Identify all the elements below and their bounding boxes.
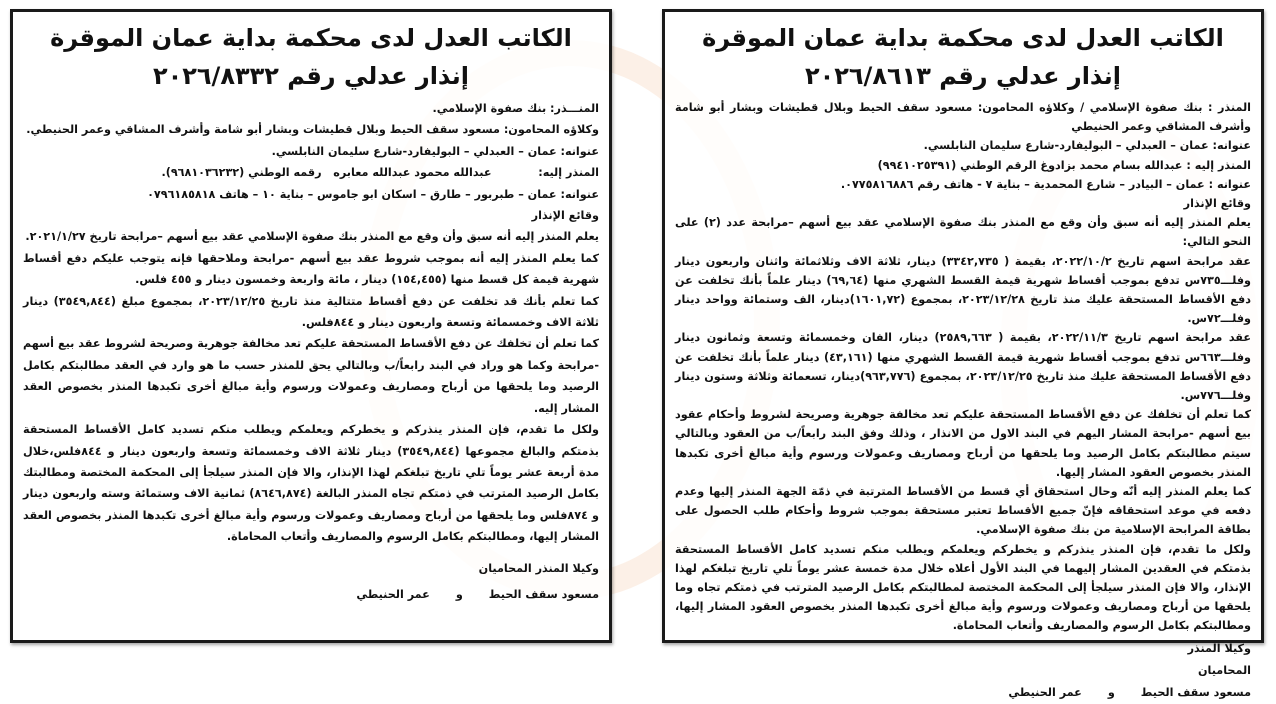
demand-paragraph: ولكل ما تقدم، فإن المنذر ينذركم و يخطركم ويعلمكم ويطلب منكم تسديد كامل الأقساط المستحقة بذمتكم والبالغ مجموعها (٣٥٤٩,٨٤٤) دينار ثلاثة الاف وخمسمائة وتسعة واربعون دينار و ٨٤٤فلس،خلال مدة أربعة عشر يوماً تلي تاريخ تبلغكم لهذا الإنذار، والا فإن المنذر سيلجأ إلى المحكمة المختصة ومطالبتك بكامل الرصيد المترتب في ذمتكم تجاه المنذر البالغة (٨٦٤٦,٨٧٤) ثمانية الاف وستمائة وسته واربعون دينار و ٨٧٤فلس وما يلحقها من أرباح ومصاريف وعمولات ورسوم وأية مبالغ أخرى تكبدها المنذر بخصوص العقد المشار إليها، ومطالبتكم بكامل الرسوم والمصاريف وأتعاب المحاماة.: [23, 423, 599, 544]
and-text: و: [1107, 685, 1115, 699]
arrears-paragraph: كما تعلم بأنك قد تخلفت عن دفع أقساط متتالية منذ تاريخ ٢٠٢٣/١٢/٢٥، بمجموع مبلغ (٣٥٤٩,٨٤٤) دينار ثلاثة الاف وخمسمائة وتسعة واربعون دينار و ٨٤٤فلس.: [23, 294, 599, 330]
lawyer-names: [675, 682, 1251, 704]
signature-block: [23, 556, 599, 608]
notice-body: [23, 98, 599, 548]
installments-paragraph: كما يعلم المنذر إليه أنه بموجب شروط عقد بيع أسهم -مرابحة وملاحقها فإنه يتوجب عليكم دفع أقساط شهرية قيمة كل قسط منها (١٥٤,٤٥٥) دينار ، مائة واربعة وخمسون دينار و ٤٥٥ فلس.: [23, 251, 599, 287]
acceleration-paragraph: كما يعلم المنذر إليه أنّه وحال استحقاق أي قسط من الأقساط المترتبة في ذمّة الجهة المنذر إليها وعدم دفعه في موعد استحقاقه فإنّ جميع الأقساط تعتبر مستحقة بموجب شروط وأحكام طلب الحصول على بطاقة المرابحة الإسلامية من بنك صفوة الإسلامي.: [675, 485, 1251, 537]
notifier-address: عنوانه: عمان – العبدلي – البوليفارد-شارع سليمان النابلسي.: [923, 139, 1251, 153]
facts-heading: وقائع الإنذار: [531, 209, 599, 223]
facts-paragraph: يعلم المنذر إليه أنه سبق وأن وقع مع المنذر بنك صفوة الإسلامي عقد بيع أسهم –مرابحة تاريخ ٢٠٢١/١/٢٧.: [25, 230, 599, 244]
and-text: و: [455, 587, 463, 601]
facts-paragraph: يعلم المنذر إليه أنه سبق وأن وقع مع المنذر بنك صفوة الإسلامي عقد بيع أسهم –مرابحة عدد (٢) على النحو التالي:: [675, 216, 1251, 249]
lawyer-name-2: عمر الحنيطي: [1008, 685, 1082, 699]
court-heading: الكاتب العدل لدى محكمة بداية عمان الموقرة: [702, 24, 1224, 52]
legal-notice-8332: [10, 9, 612, 643]
notifier: المنـــذر: بنك صفوة الإسلامي.: [432, 102, 599, 115]
notifier-address: عنوانه: عمان – العبدلي – البوليفارد-شارع سليمان النابلسي.: [271, 144, 599, 158]
violation-paragraph: كما تعلم أن تخلفك عن دفع الأقساط المستحقة عليكم تعد مخالفة جوهرية وصريحة لشروط عقد بيع أسهم -مرابحة وكما هو وراد في البند رابعاً/ب وبالتالي يحق للمنذر حسب ما هو وارد في العقد مطالبتكم بكامل الرصيد وما يلحقها من أرباح ومصاريف وعمولات ورسوم وأية مبالغ أخرى تكبدها المنذر بخصوص العقد المشار إليه.: [23, 337, 599, 415]
notice-title: إنذار عدلي رقم ٢٠٢٦/٨٦١٣: [804, 62, 1122, 90]
agents-label: وكيلا المنذر: [1187, 641, 1251, 655]
violation-paragraph: كما تعلم أن تخلفك عن دفع الأقساط المستحقة عليكم تعد مخالفة جوهرية وصريحة لشروط وأحكام عقود بيع أسهم -مرابحة المشار اليهم في البند الاول من الانذار ، وذلك وفق البند رابعاً/ب من العقود وبالتالي سيتم مطالبتكم بكامل الرصيد وما يلحقها من أرباح ومصاريف وعمولات ورسوم وأية مبالغ أخرى تكبدها المنذر بخصوص العقود المشار إليها.: [675, 408, 1251, 479]
court-heading: الكاتب العدل لدى محكمة بداية عمان الموقرة: [50, 24, 572, 52]
notice-body: [675, 98, 1251, 636]
lawyer-names: [23, 582, 599, 608]
agents-label: وكيلا المنذر المحاميان: [478, 561, 599, 575]
notifier-agents: وكلاؤه المحامون: مسعود سقف الحيط وبلال قطيشات وبشار أبو شامة وأشرف المشاقي وعمر الحنيطي.: [26, 123, 599, 137]
lawyer-name-1: مسعود سقف الحيط: [1140, 685, 1251, 699]
notified-address: عنوانه: عمان – طبربور – طارق – اسكان ابو جاموس – بناية ١٠ – هاتف ٠٧٩٦١٨٥٨١٨: [147, 187, 599, 201]
notified-party: المنذر إليه: عبدالله محمود عبدالله معابره رقمه الوطني (٩٦٨١٠٣٦٢٣٢).: [161, 166, 599, 180]
facts-heading: وقائع الإنذار: [1183, 197, 1251, 211]
contract-2: عقد مرابحة اسهم تاريخ ٢٠٢٢/١١/٣، بقيمة ( ٢٥٨٩,٦٦٣) دينار، الفان وخمسمائة وتسعة وثمانون دينار وفلـــ٦٦٣س تدفع بموجب أقساط شهرية قيمة القسط الشهري منها (٤٣,١٦١) دينار علماً بأنك تخلفت عن دفع الأقساط المستحقة عليك منذ تاريخ ٢٠٢٣/١٢/٢٥، بمجموع (٩٦٣,٧٧٦)دينار، تسعمائة وثلاثة وستون دينار وفلـــ٧٧٦س.: [675, 331, 1251, 403]
lawyer-name-2: عمر الحنيطي: [356, 587, 430, 601]
contract-1: عقد مرابحة اسهم تاريخ ٢٠٢٢/١٠/٢، بقيمة ( ٣٣٤٢,٧٣٥) دينار، ثلاثة الاف وثلاثمائة واثنان واربعون دينار وفلـــ٧٣٥س تدفع بموجب أقساط شهرية قيمة القسط الشهري منها (٦٩,٦٤) دينار علماً بأنك تخلفت عن دفع الأقساط المستحقة عليك منذ تاريخ ٢٠٢٣/١٢/٢٨، بمجموع (١٦٠١,٧٢)دينار، الف وستمائة وواحد دينار وفلـــ٧٢س.: [675, 254, 1252, 326]
notifier: المنذر : بنك صفوة الإسلامي / وكلاؤه المحامون: مسعود سقف الحيط وبلال قطيشات وبشار أبو شامة وأشرف المشاقي وعمر الحنيطي: [675, 101, 1251, 134]
notice-title: إنذار عدلي رقم ٢٠٢٦/٨٣٣٢: [152, 62, 470, 90]
lawyer-name-1: مسعود سقف الحيط: [488, 587, 599, 601]
signature-block: [675, 638, 1251, 704]
notified-party: المنذر إليه : عبدالله بسام محمد بزادوغ الرقم الوطني (٩٩٤١٠٢٥٣٩١): [877, 158, 1251, 172]
notified-address: عنوانه : عمان – البيادر – شارع المحمدية – بناية ٧ - هاتف رقم ٠٧٧٥٨١٦٨٨٦.: [840, 177, 1251, 191]
lawyers-label: المحاميان: [1197, 663, 1251, 677]
legal-notice-8613: [662, 9, 1264, 699]
demand-paragraph: ولكل ما تقدم، فإن المنذر ينذركم و يخطركم ويعلمكم ويطلب منكم تسديد كامل الأقساط المستحقة بذمتكم في العقدين المشار إليهما في البند الأول أعلاه خلال مدة خمسة عشر يوماً تلي تاريخ تبلغكم لهذا الإنذار، والا فإن المنذر سيلجأ إلى المحكمة المختصة لمطالبتكم بكامل الرصيد المترتب في ذمتكم تجاه وما يلحقها من أرباح ومصاريف وعمولات ورسوم وأية مبالغ أخرى تكبدها المنذر بخصوص العقود المشار إليها، ومطالبتكم بكامل الرسوم والمصاريف وأتعاب المحاماة.: [675, 542, 1251, 633]
